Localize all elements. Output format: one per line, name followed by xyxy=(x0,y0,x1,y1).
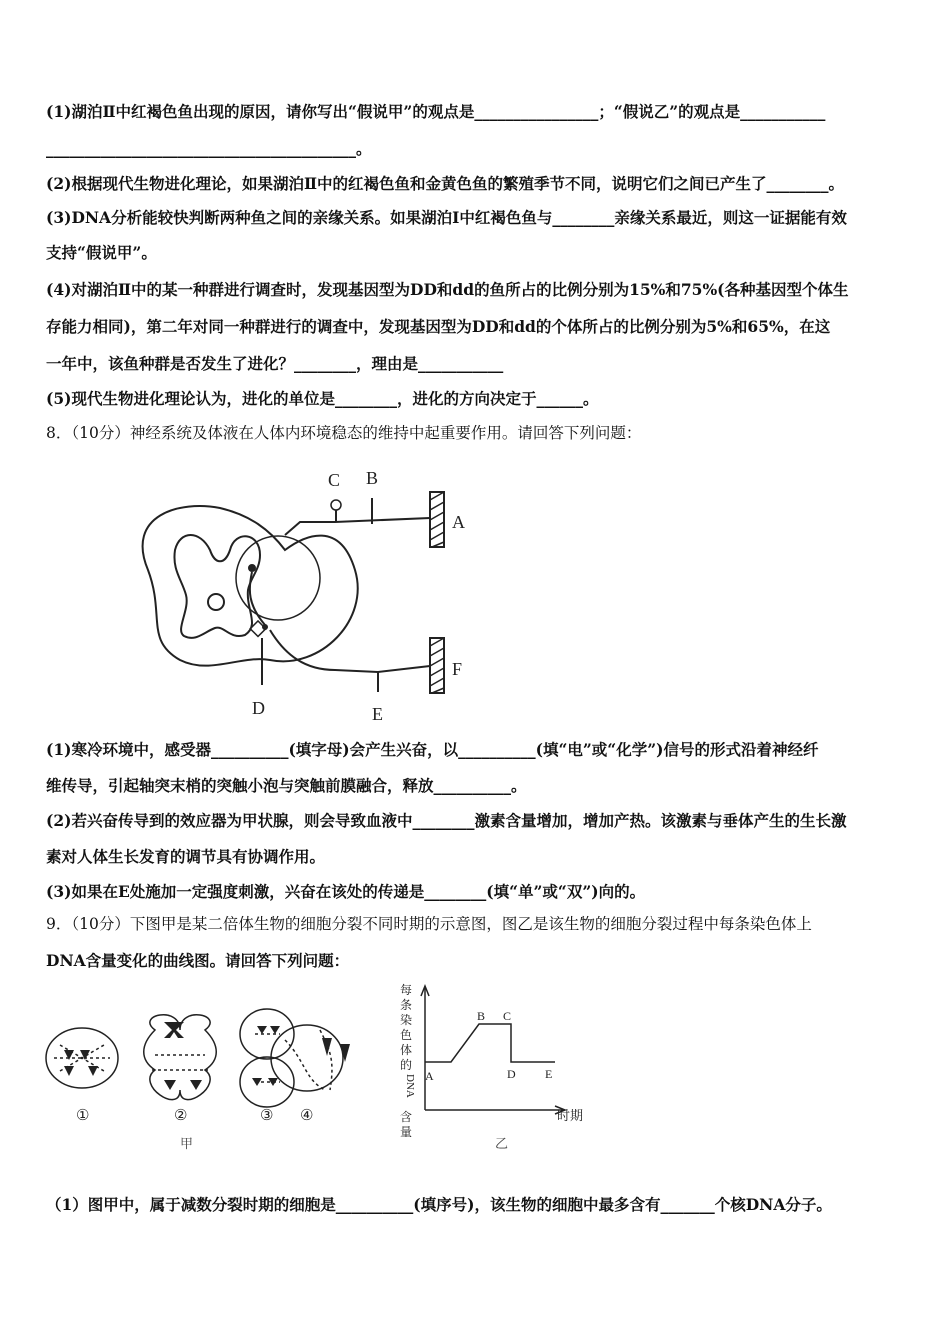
q7-part3-line2: 支持“假说甲”。 xyxy=(46,243,157,262)
chromosome-c3a xyxy=(257,1026,267,1034)
label-a: A xyxy=(452,512,465,532)
label-f: F xyxy=(452,659,463,679)
label-d: D xyxy=(252,698,265,718)
q8-part3: (3)如果在E处施加一定强度刺激，兴奋在该处的传递是________(填“单”或“双”)向的。 xyxy=(46,882,646,901)
point-b: B xyxy=(477,1009,486,1023)
q7-part4-line2: 存能力相同)，第二年对同一种群进行的调查中，发现基因型为DD和dd的个体所占的比例分别为5%和65%，在这 xyxy=(46,317,831,336)
effector-f-icon xyxy=(430,638,444,693)
cell-label-4: ④ xyxy=(300,1108,314,1124)
dna-curve xyxy=(425,1024,555,1062)
q7-part1-line2: ________________________________________。 xyxy=(46,139,372,158)
figure-jia-caption: 甲 xyxy=(180,1136,194,1151)
y-char-5: 的 xyxy=(400,1058,413,1072)
cell-division-figure-jia xyxy=(40,1000,360,1160)
q7-part4-line3: 一年中，该鱼种群是否发生了进化？________，理由是___________ xyxy=(46,354,504,373)
y-char-3: 色 xyxy=(400,1028,413,1042)
central-canal xyxy=(208,594,224,610)
q8-part2-line2: 素对人体生长发育的调节具有协调作用。 xyxy=(46,847,326,866)
q7-part3-line1: (3)DNA分析能较快判断两种鱼之间的亲缘关系。如果湖泊Ⅰ中红褐色鱼与________亲缘关系最近，则这一证据能有效 xyxy=(46,208,847,227)
label-b: B xyxy=(366,468,379,488)
cell-label-1: ① xyxy=(76,1108,90,1124)
chromosome-c2a xyxy=(164,1022,184,1038)
y-char-1: 条 xyxy=(400,998,413,1012)
q9-stem-line1: 9．（10分）下图甲是某二倍体生物的细胞分裂不同时期的示意图，图乙是该生物的细胞分裂过程中每条染色体上 xyxy=(46,915,812,933)
dna-curve-figure-yi xyxy=(395,980,605,1155)
q8-part2-line1: (2)若兴奋传导到的效应器为甲状腺，则会导致血液中________激素含量增加，增加产热。该激素与垂体产生的生长激 xyxy=(46,811,847,830)
y-char-7: 含 xyxy=(400,1110,413,1124)
synapse-dot xyxy=(248,564,256,572)
q8-part1-line1: (1)寒冷环境中，感受器__________(填字母)会产生兴奋，以__________(填“电”或“化学”)信号的形式沿着神经纤 xyxy=(46,740,819,759)
synapse-dot-small xyxy=(262,624,268,630)
efferent-nerve xyxy=(270,630,430,672)
q7-part5: (5)现代生物进化理论认为，进化的单位是________，进化的方向决定于______。 xyxy=(46,389,599,408)
reflex-arc-figure xyxy=(120,460,480,730)
x-axis-label: 时期 xyxy=(557,1108,584,1123)
q8-part1-line2: 维传导，引起轴突末梢的突触小泡与突触前膜融合，释放__________。 xyxy=(46,776,527,795)
q7-part4-line1: (4)对湖泊Ⅱ中的某一种群进行调查时，发现基因型为DD和dd的鱼所占的比例分别为15%和75%(各种基因型个体生 xyxy=(46,280,849,299)
y-char-2: 染 xyxy=(400,1013,413,1027)
point-d: D xyxy=(507,1067,516,1081)
label-e: E xyxy=(372,704,383,724)
q9-stem-line2: DNA含量变化的曲线图。请回答下列问题： xyxy=(46,951,350,970)
q8-stem: 8．（10分）神经系统及体液在人体内环境稳态的维持中起重要作用。请回答下列问题： xyxy=(46,424,642,442)
cell-label-3: ③ xyxy=(260,1108,274,1124)
cell-label-2: ② xyxy=(174,1108,188,1124)
point-c: C xyxy=(503,1009,512,1023)
point-a: A xyxy=(425,1069,434,1083)
effector-a-icon xyxy=(430,492,444,547)
q9-part1: （1）图甲中，属于减数分裂时期的细胞是__________(填序号)，该生物的细胞中最多含有_______个核DNA分子。 xyxy=(46,1195,832,1214)
y-char-4: 体 xyxy=(400,1043,413,1057)
figure-yi-caption: 乙 xyxy=(495,1136,509,1151)
q7-part2: (2)根据现代生物进化理论，如果湖泊Ⅱ中的红褐色鱼和金黄色鱼的繁殖季节不同，说明它们之间已产生了________。 xyxy=(46,174,845,193)
receptor-c-icon xyxy=(331,500,341,510)
q7-part1-line1: (1)湖泊Ⅱ中红褐色鱼出现的原因，请你写出“假说甲”的观点是________________；“假说乙”的观点是___________ xyxy=(46,102,826,121)
label-c: C xyxy=(328,470,341,490)
y-char-8: 量 xyxy=(400,1125,413,1139)
point-e: E xyxy=(545,1067,553,1081)
afferent-nerve xyxy=(285,518,430,535)
y-char-0: 每 xyxy=(400,983,413,997)
dorsal-root-ganglion xyxy=(236,536,320,620)
cell-2-outline xyxy=(144,1015,217,1100)
cell-4-outline xyxy=(271,1025,343,1091)
y-axis-label xyxy=(400,982,416,1139)
y-char-6: DNA xyxy=(404,1074,416,1098)
